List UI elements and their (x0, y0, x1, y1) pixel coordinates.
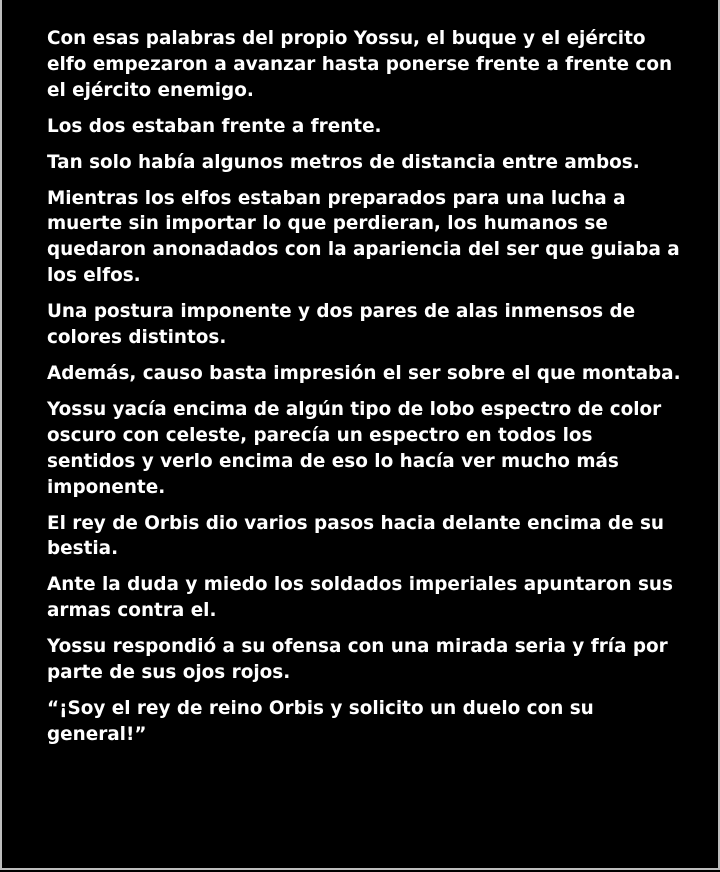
paragraph: Ante la duda y miedo los soldados imperiales apuntaron sus armas contra el. (47, 574, 673, 622)
paragraph: Tan solo había algunos metros de distancia entre ambos. (47, 151, 640, 173)
paragraph: Con esas palabras del propio Yossu, el buque y el ejército elfo empezaron a avanzar hasta ponerse frente a frente con el ejército enemigo. (47, 28, 673, 101)
paragraph: Los dos estaban frente a frente. (47, 115, 382, 137)
paragraph: “¡Soy el rey de reino Orbis y solicito un duelo con su general!” (47, 697, 594, 745)
story-text (47, 26, 687, 758)
paragraph: El rey de Orbis dio varios pasos hacia delante encima de su bestia. (47, 512, 664, 560)
paragraph: Una postura imponente y dos pares de alas inmensos de colores distintos. (47, 301, 636, 349)
paragraph: Además, causo basta impresión el ser sobre el que montaba. (47, 362, 681, 384)
paragraph: Yossu respondió a su ofensa con una mirada seria y fría por parte de sus ojos rojos. (47, 636, 668, 684)
paragraph: Yossu yacía encima de algún tipo de lobo espectro de color oscuro con celeste, parecía un espectro en todos los sentidos y verlo encima de eso lo hacía ver mucho más imponente. (47, 398, 662, 498)
paragraph: Mientras los elfos estaban preparados para una lucha a muerte sin importar lo que perdieran, los humanos se quedaron anonadados con la apariencia del ser que guiaba a los elfos. (47, 187, 680, 287)
